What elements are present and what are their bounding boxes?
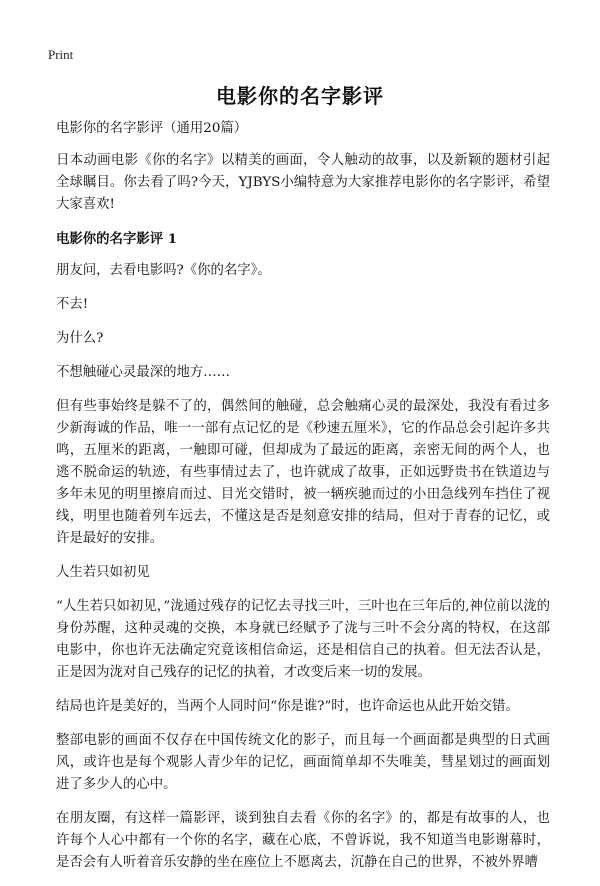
paragraph: 人生若只如初见 — [56, 565, 150, 580]
document-subtitle: 电影你的名字影评（通用20篇） — [56, 121, 248, 136]
section-heading: 电影你的名字影评 1 — [56, 231, 178, 247]
paragraph: “人生若只如初见，”泷通过残存的记忆去寻找三叶，三叶也在三年后的,神位前以泷的身份苏醒，这种灵魂的交换，本身就已经赋予了泷与三叶不会分离的特权，在这部电影中，你也许无法确定究竟该相信命运，还是相信自己的执着。但无法否认是，正是因为泷对自己残存的记忆的执着，才改变后来一切的发展。 — [56, 599, 550, 680]
paragraph: 但有些事始终是躲不了的，偶然间的触碰，总会触痛心灵的最深处，我没有看过多少新海诚的作品，唯一一部有点记忆的是《秒速五厘米》，它的作品总会引起许多共鸣，五厘米的距离，一触即可碰，但却成为了最远的距离，亲密无间的两个人，也逃不脱命运的轨迹，有些事情过去了，也许就成了故事，正如远野贵书在铁道边与多年未见的明里擦肩而过、目光交错时，被一辆疾驰而过的小田急线列车挡住了视线，明里也随着列车远去，不懂这是否是刻意安排的结局，但对于青春的记忆，或许是最好的安排。 — [56, 399, 550, 546]
paragraph: 在朋友圈，有这样一篇影评，谈到独自去看《你的名字》的，都是有故事的人，也许每个人心中都有一个你的名字，藏在心底，不曾诉说，我不知道当电影谢幕时，是否会有人听着音乐安静的坐在座位上不愿离去，沉静在自己的世界，不被外界嘈 — [56, 811, 550, 870]
paragraph: 不去! — [56, 297, 89, 312]
document-title: 电影你的名字影评 — [216, 84, 384, 108]
paragraph: 整部电影的画面不仅存在中国传统文化的影子，而且每一个画面都是典型的日式画风，或许也是每个观影人青少年的记忆，画面简单却不失唯美，彗星划过的画面划进了多少人的心中。 — [56, 733, 550, 792]
paragraph: 不想触碰心灵最深的地方…… — [56, 365, 231, 380]
print-link[interactable]: Print — [48, 47, 74, 62]
intro-paragraph: 日本动画电影《你的名字》以精美的画面，令人触动的故事，以及新颖的题材引起全球瞩目。你去看了吗?今天，YJBYS小编特意为大家推荐电影你的名字影评，希望大家喜欢! — [56, 153, 550, 212]
document-body — [56, 118, 550, 886]
paragraph: 为什么? — [56, 331, 104, 346]
paragraph: 朋友问，去看电影吗?《你的名字》。 — [56, 263, 271, 278]
paragraph: 结局也许是美好的，当两个人同时问“你是谁?”时，也许命运也从此开始交错。 — [56, 699, 519, 714]
